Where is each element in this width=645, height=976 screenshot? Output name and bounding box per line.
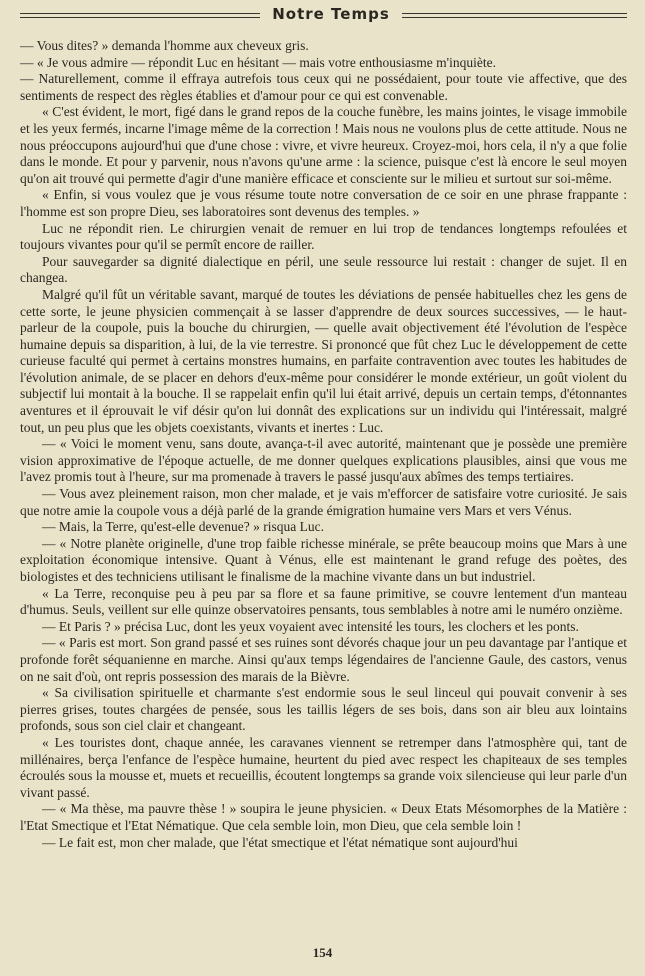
paragraph: Pour sauvegarder sa dignité dialectique en péril, une seule ressource lui restait : changer de sujet. Il en changea. — [20, 253, 627, 286]
page-number: 154 — [312, 945, 333, 960]
paragraph: — Le fait est, mon cher malade, que l'état smectique et l'état nématique sont aujourd'hui — [42, 834, 518, 850]
paragraph: — « Ma thèse, ma pauvre thèse ! » soupira le jeune physicien. « Deux Etats Mésomorphes de la Matière : l'Etat Smectique et l'Etat Nématique. Que cela semble loin, mon Dieu, que cela semble loin ! — [20, 801, 627, 833]
header-rule-left — [20, 13, 260, 18]
paragraph: Luc ne répondit rien. Le chirurgien venait de remuer en lui trop de tendances longtemps refoulées et toujours vivantes pour qu'il se permît encore de railler. — [20, 220, 627, 253]
paragraph: — Mais, la Terre, qu'est-elle devenue? » risqua Luc. — [42, 519, 325, 535]
paragraph: — « Voici le moment venu, sans doute, avança-t-il avec autorité, maintenant que je possède une première vision approximative de l'époque actuelle, de me donner quelques explications plausibles, ainsi que vous me l'avez promis tout à l'heure, sur ma promenade à travers le passé jusqu'aux abîmes des temps tertiaires. — [20, 436, 627, 485]
paragraph: — Naturellement, comme il effraya autrefois tous ceux qui ne possédaient, pour toute vie affective, que des sentiments de respect des règles établies et d'amour pour ce qui est convenable. — [20, 71, 627, 103]
paragraph: — Vous avez pleinement raison, mon cher malade, et je vais m'efforcer de satisfaire votre curiosité. Je sais que notre amie la coupole vous a déjà parlé de la grande émigration humaine vers Mars et vers Vénus. — [20, 486, 627, 518]
header-rule-right — [402, 13, 627, 18]
paragraph: — Vous dites? » demanda l'homme aux cheveux gris. — [20, 38, 309, 53]
paragraph: — « Notre planète originelle, d'une trop faible richesse minérale, se prête beaucoup moins que Mars à une exploitation économique intensive. Quant à Vénus, elle est maintenant le grand refuge des poètes, des biologistes et des techniciens utilisant le finalisme de la machine vivante dans un but industriel. — [20, 535, 627, 584]
paragraph: « La Terre, reconquise peu à peu par sa flore et sa faune primitive, se couvre lentement d'un manteau d'humus. Seuls, veillent sur elle quinze observatoires pensants, tous semblables à notre ami le numéro onzième. — [20, 585, 627, 618]
paragraph: — Et Paris ? » précisa Luc, dont les yeux voyaient avec intensité les tours, les clochers et les ponts. — [42, 618, 579, 634]
paragraph: — « Paris est mort. Son grand passé et ses ruines sont dévorés chaque jour un peu davantage par l'antique et profonde forêt séquanienne en marche. Ainsi qu'aux temps légendaires de l'ancienne Gaule, des castors, venus on ne sait d'où, ont repris possession des marais de la Bièvre. — [20, 635, 627, 684]
paragraph: « Enfin, si vous voulez que je vous résume toute notre conversation de ce soir en une phrase frappante : l'homme est son propre Dieu, ses laboratoires sont devenus des temples. » — [20, 187, 627, 219]
paragraph: — « Je vous admire — répondit Luc en hésitant — mais votre enthousiasme m'inquiète. — [20, 54, 496, 70]
running-title: Notre Temps — [272, 5, 390, 23]
paragraph: « C'est évident, le mort, figé dans le grand repos de la couche funèbre, les mains jointes, le visage immobile et les yeux fermés, incarne l'image même de la correction ! Mais nous ne voulons plus de cette attitude. Nous ne nous préoccupons aujourd'hui que d'une chose : vivre, et vivre heureux. Croyez-moi, hors cela, il n'y a que folie dans le monde. Et pour y parvenir, nous n'avons qu'une arme : la science, puisque c'est là encore le seul moyen qu'on ait trouvé qui permette d'agir d'une manière efficace et consciente sur le milieu et surtout sur soi-même. — [20, 104, 627, 186]
paragraph: Malgré qu'il fût un véritable savant, marqué de toutes les déviations de pensée habituelles chez les gens de cette sorte, le jeune physicien commençait à se lasser d'apprendre de deux sources successives, — le haut-parleur de la coupole, puis la bouche du chirurgien, — quelle avait objectivement été l'évolution de l'espèce humaine depuis sa disparition, à lui, de la vie terrestre. Si prononcé que fût chez Luc le développement de cette curieuse faculté qui permet à certains monstres humains, en parfaite contravention avec toutes les habitudes de l'évolution animale, de se placer en dehors d'eux-même pour considérer le monde extérieur, un goût violent du subjectif lui montait à la bouche. Il se rappelait enfin qu'il lui était arrivé, depuis un certain temps, d'étonnantes aventures et il éprouvait le vif désir qu'on lui donnât des explications sur un individu qui l'intéressait, malgré tout, un peu plus que les objets coexistants, vivants et inertes : Luc. — [20, 286, 627, 435]
paragraph: « Sa civilisation spirituelle et charmante s'est endormie sous le seul linceul qui pouvait convenir à ses pierres grises, toutes chargées de pensée, sous les taillis légers de ses bois, dans son air bleu aux lointains profonds, sous son ciel clair et changeant. — [20, 685, 627, 734]
body-text — [20, 38, 627, 851]
running-header — [20, 0, 627, 38]
paragraph: « Les touristes dont, chaque année, les caravanes viennent se retremper dans l'atmosphère qui, tant de millénaires, berça l'enfance de l'espèce humaine, heurtent du pied avec respect les chapiteaux de ses temples écroulés sous la mousse et, muets et recueillis, écoutent longtemps sa grande voix silencieuse qui leur parle d'un vivant passé. — [20, 734, 627, 800]
